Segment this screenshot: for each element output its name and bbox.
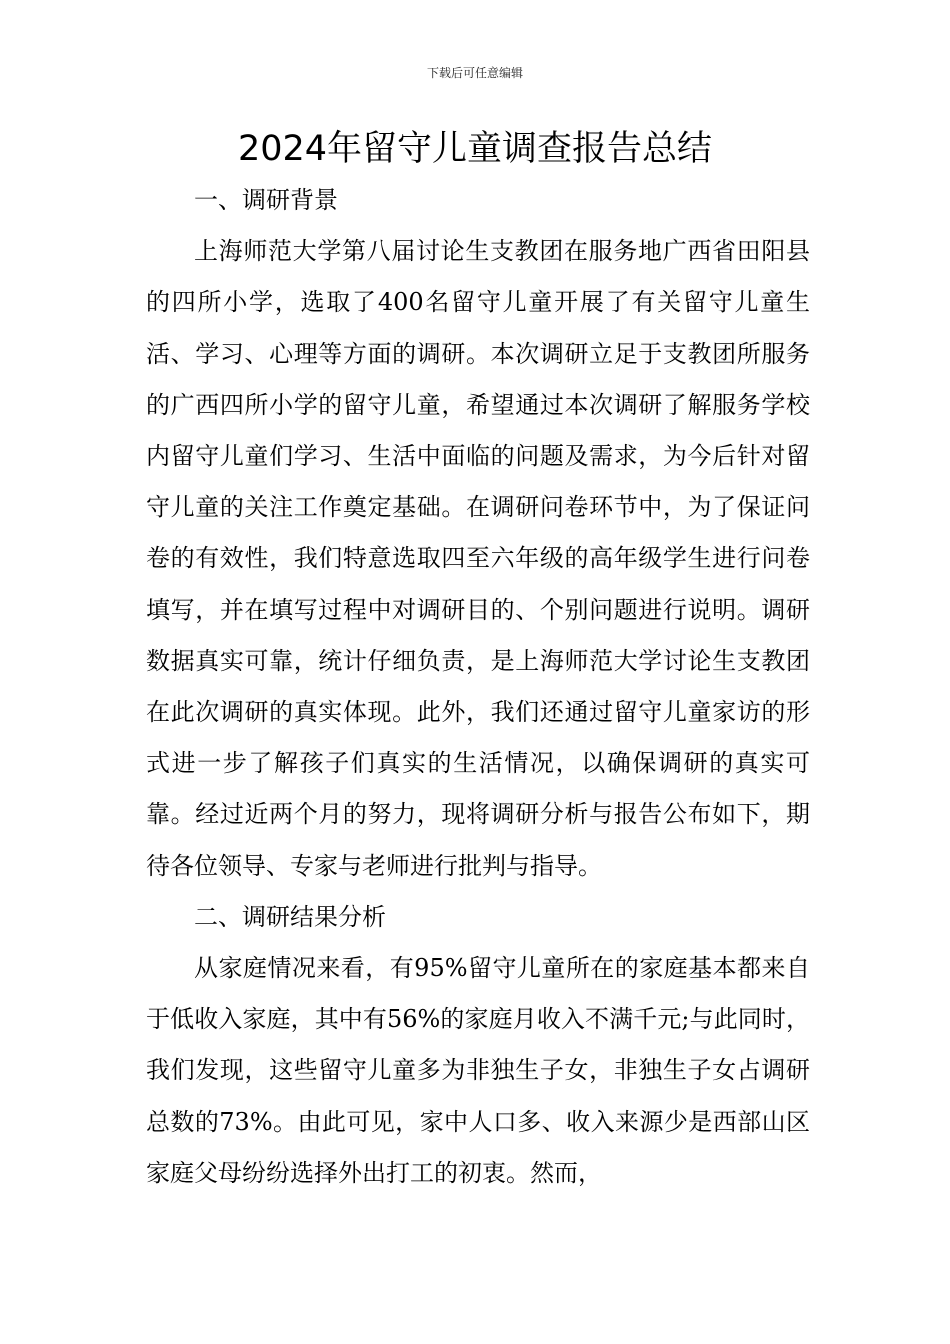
header-note: 下载后可任意编辑: [426, 66, 523, 80]
document-body: [146, 175, 810, 1199]
section-heading-results: 二、调研结果分析: [194, 902, 386, 931]
results-paragraph: 从家庭情况来看，有95%留守儿童所在的家庭基本都来自于低收入家庭，其中有56%的家庭月收入不满千元;与此同时，我们发现，这些留守儿童多为非独生子女，非独生子女占调研总数的73%。由此可见，家中人口多、收入来源少是西部山区家庭父母纷纷选择外出打工的初衷。然而，: [146, 954, 810, 1187]
document-title: 2024年留守儿童调查报告总结: [237, 129, 713, 169]
section-heading-background: 一、调研背景: [194, 186, 338, 214]
background-paragraph: 上海师范大学第八届讨论生支教团在服务地广西省田阳县的四所小学，选取了400名留守儿童开展了有关留守儿童生活、学习、心理等方面的调研。本次调研立足于支教团所服务的广西四所小学的留守儿童，希望通过本次调研了解服务学校内留守儿童们学习、生活中面临的问题及需求，为今后针对留守儿童的关注工作奠定基础。在调研问卷环节中，为了保证问卷的有效性，我们特意选取四至六年级的高年级学生进行问卷填写，并在填写过程中对调研目的、个别问题进行说明。调研数据真实可靠，统计仔细负责，是上海师范大学讨论生支教团在此次调研的真实体现。此外，我们还通过留守儿童家访的形式进一步了解孩子们真实的生活情况，以确保调研的真实可靠。经过近两个月的努力，现将调研分析与报告公布如下，期待各位领导、专家与老师进行批判与指导。: [146, 237, 810, 880]
